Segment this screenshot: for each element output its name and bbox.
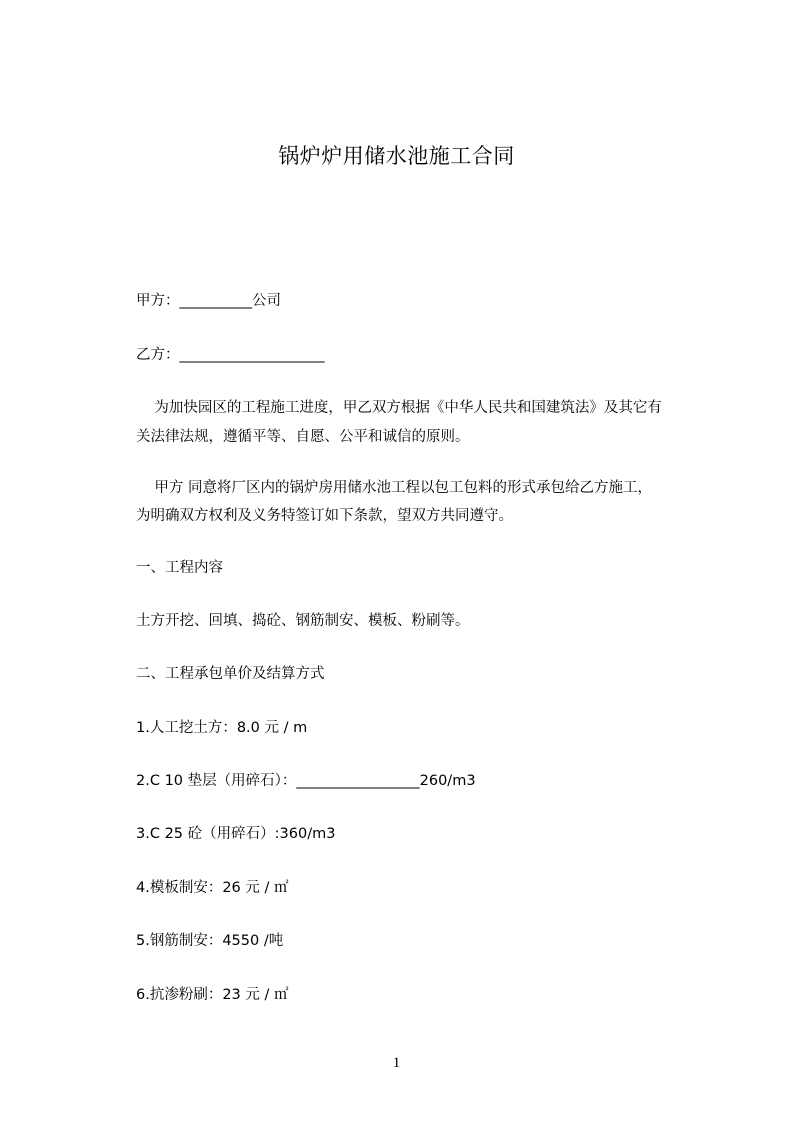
party-b-line: 乙方：____________________ <box>136 347 325 363</box>
price-item: 1.人工挖土方：8.0 元 / m <box>136 720 308 736</box>
intro-line-1: 为加快园区的工程施工进度，甲乙双方根据《中华人民共和国建筑法》及其它有 <box>136 400 662 416</box>
section-2-heading: 二、工程承包单价及结算方式 <box>136 666 325 682</box>
agreement-line-1: 甲方 同意将厂区内的锅炉房用储水池工程以包工包料的形式承包给乙方施工， <box>136 480 653 496</box>
section-1-heading: 一、工程内容 <box>136 560 223 576</box>
price-item: 5.钢筋制安：4550 /吨 <box>136 933 284 949</box>
page-number: 1 <box>392 1055 401 1071</box>
price-item: 6.抗渗粉刷：23 元 / ㎡ <box>136 987 289 1003</box>
section-1-body: 土方开挖、回填、捣砼、钢筋制安、模板、粉刷等。 <box>136 613 470 629</box>
page-title: 锅炉炉用储水池施工合同 <box>278 144 515 168</box>
price-item: 2.C 10 垫层（用碎石）：_________________260/m3 <box>136 773 476 789</box>
price-item: 3.C 25 砼（用碎石）:360/m3 <box>136 826 336 842</box>
party-a-line: 甲方：__________公司 <box>136 293 281 309</box>
agreement-line-2: 为明确双方权利及义务特签订如下条款，望双方共同遵守。 <box>136 508 513 524</box>
intro-line-2: 关法律法规，遵循平等、自愿、公平和诚信的原则。 <box>136 429 470 445</box>
price-item: 4.模板制安：26 元 / ㎡ <box>136 880 289 896</box>
